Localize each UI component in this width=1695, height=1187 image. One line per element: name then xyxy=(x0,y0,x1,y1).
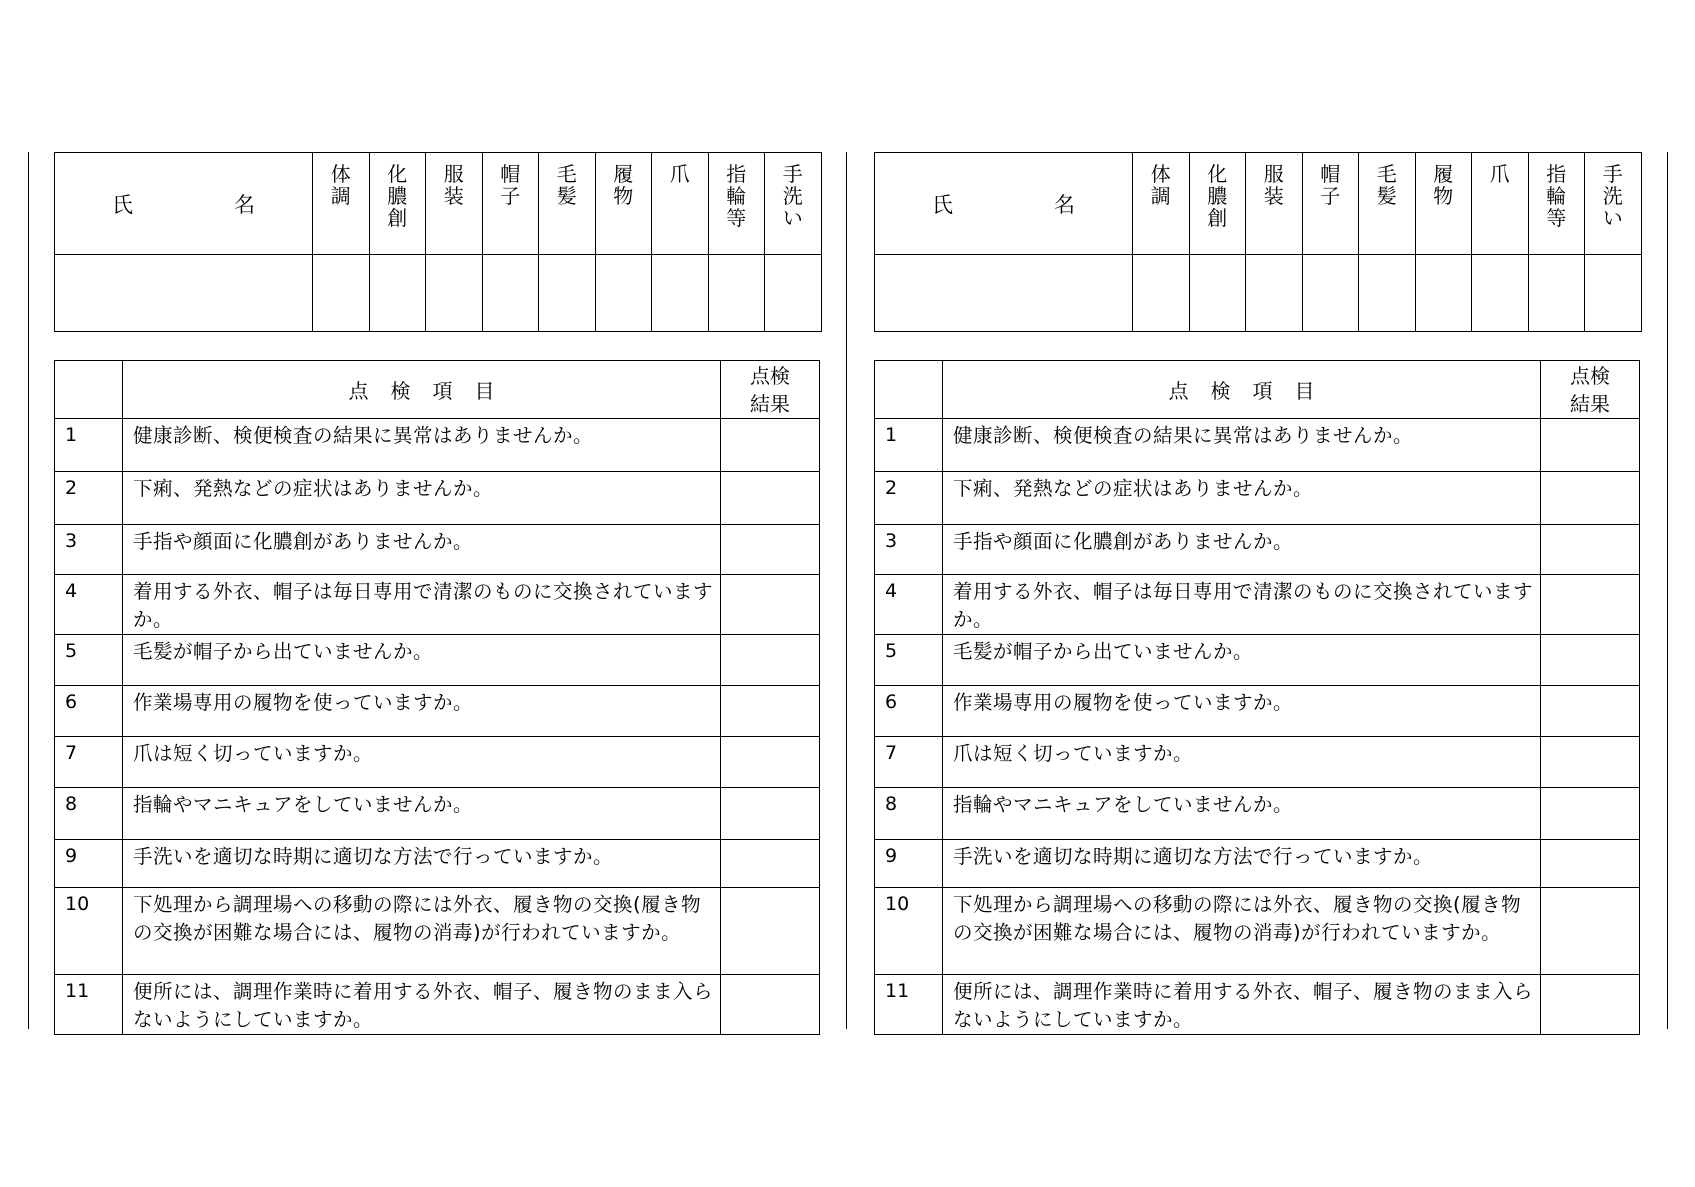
header-column-2 xyxy=(1189,153,1246,255)
item-text: 下痢、発熱などの症状はありませんか。 xyxy=(123,472,721,525)
check-cell-8[interactable] xyxy=(1528,255,1585,332)
item-number: 2 xyxy=(875,472,943,525)
right-margin-line xyxy=(1667,152,1668,1029)
item-text: 毛髪が帽子から出ていませんか。 xyxy=(943,635,1541,686)
header-column-6 xyxy=(595,153,652,255)
header-column-3 xyxy=(1246,153,1303,255)
name-input-cell[interactable] xyxy=(875,255,1133,332)
check-cell-9[interactable] xyxy=(1585,255,1642,332)
header-column-6 xyxy=(1415,153,1472,255)
item-text: 便所には、調理作業時に着用する外衣、帽子、履き物のまま入らないようにしていますか。 xyxy=(943,975,1541,1035)
checklist-row xyxy=(875,788,1640,840)
checklist-row xyxy=(55,888,820,975)
item-header: 点検項目 xyxy=(123,361,721,419)
result-input-cell[interactable] xyxy=(1541,686,1640,737)
item-text: 手洗いを適切な時期に適切な方法で行っていますか。 xyxy=(943,840,1541,888)
center-divider-line xyxy=(846,152,847,1029)
name-input-cell[interactable] xyxy=(55,255,313,332)
result-header xyxy=(721,361,820,419)
header-column-label: 帽子 xyxy=(500,162,521,208)
checklist-row xyxy=(875,888,1640,975)
item-text: 毛髪が帽子から出ていませんか。 xyxy=(123,635,721,686)
left-margin-line xyxy=(28,152,29,1029)
checklist-row xyxy=(875,737,1640,788)
checklist-table-2 xyxy=(874,360,1640,1035)
checklist-row xyxy=(875,419,1640,472)
header-column-label: 服装 xyxy=(443,162,464,208)
item-number: 8 xyxy=(55,788,123,840)
result-header-line2: 結果 xyxy=(1570,391,1610,416)
checklist-row xyxy=(55,525,820,575)
header-column-5 xyxy=(1359,153,1416,255)
result-input-cell[interactable] xyxy=(721,575,820,635)
item-text: 作業場専用の履物を使っていますか。 xyxy=(123,686,721,737)
name-label: 氏 名 xyxy=(875,153,1133,255)
header-column-1 xyxy=(313,153,370,255)
item-number: 7 xyxy=(55,737,123,788)
checklist-row xyxy=(875,686,1640,737)
header-column-9 xyxy=(765,153,822,255)
check-cell-8[interactable] xyxy=(708,255,765,332)
check-cell-5[interactable] xyxy=(539,255,596,332)
name-label: 氏 名 xyxy=(55,153,313,255)
item-number: 10 xyxy=(875,888,943,975)
checklist-row xyxy=(875,472,1640,525)
check-cell-6[interactable] xyxy=(595,255,652,332)
checklist-row xyxy=(875,635,1640,686)
header-column-label: 化膿創 xyxy=(387,162,408,230)
result-header-line1: 点検 xyxy=(750,363,790,388)
header-column-label: 履物 xyxy=(1433,162,1454,208)
item-number: 2 xyxy=(55,472,123,525)
header-column-label: 履物 xyxy=(613,162,634,208)
checklist-row xyxy=(875,525,1640,575)
header-column-label: 体調 xyxy=(330,162,351,208)
check-cell-9[interactable] xyxy=(765,255,822,332)
item-number: 9 xyxy=(875,840,943,888)
number-header xyxy=(55,361,123,419)
header-column-8 xyxy=(708,153,765,255)
check-cell-5[interactable] xyxy=(1359,255,1416,332)
item-text: 爪は短く切っていますか。 xyxy=(943,737,1541,788)
checklist-row xyxy=(55,840,820,888)
result-input-cell[interactable] xyxy=(721,788,820,840)
result-header-line2: 結果 xyxy=(750,391,790,416)
check-cell-2[interactable] xyxy=(1189,255,1246,332)
item-text: 健康診断、検便検査の結果に異常はありませんか。 xyxy=(943,419,1541,472)
item-text: 便所には、調理作業時に着用する外衣、帽子、履き物のまま入らないようにしていますか。 xyxy=(123,975,721,1035)
result-input-cell[interactable] xyxy=(1541,788,1640,840)
check-cell-4[interactable] xyxy=(482,255,539,332)
item-number: 4 xyxy=(875,575,943,635)
result-input-cell[interactable] xyxy=(721,888,820,975)
item-text: 下痢、発熱などの症状はありませんか。 xyxy=(943,472,1541,525)
item-number: 3 xyxy=(55,525,123,575)
header-column-label: 化膿創 xyxy=(1207,162,1228,230)
header-column-4 xyxy=(482,153,539,255)
item-number: 3 xyxy=(875,525,943,575)
result-input-cell[interactable] xyxy=(1541,975,1640,1035)
header-column-label: 爪 xyxy=(1489,162,1510,186)
checklist-row xyxy=(55,788,820,840)
header-column-label: 手洗い xyxy=(782,162,803,230)
header-column-label: 毛髪 xyxy=(1376,162,1397,208)
item-text: 作業場専用の履物を使っていますか。 xyxy=(943,686,1541,737)
item-number: 5 xyxy=(55,635,123,686)
item-number: 10 xyxy=(55,888,123,975)
result-input-cell[interactable] xyxy=(1541,525,1640,575)
item-text: 健康診断、検便検査の結果に異常はありませんか。 xyxy=(123,419,721,472)
result-input-cell[interactable] xyxy=(721,635,820,686)
check-cell-3[interactable] xyxy=(1246,255,1303,332)
staff-header-table-1 xyxy=(54,152,822,332)
header-column-label: 爪 xyxy=(669,162,690,186)
item-header: 点検項目 xyxy=(943,361,1541,419)
header-column-label: 帽子 xyxy=(1320,162,1341,208)
header-column-label: 指輪等 xyxy=(1546,162,1567,230)
checklist-row xyxy=(875,575,1640,635)
item-text: 手指や顔面に化膿創がありませんか。 xyxy=(943,525,1541,575)
header-column-4 xyxy=(1302,153,1359,255)
result-input-cell[interactable] xyxy=(721,975,820,1035)
result-input-cell[interactable] xyxy=(1541,575,1640,635)
result-input-cell[interactable] xyxy=(721,525,820,575)
result-input-cell[interactable] xyxy=(721,686,820,737)
header-column-9 xyxy=(1585,153,1642,255)
result-input-cell[interactable] xyxy=(1541,419,1640,472)
result-input-cell[interactable] xyxy=(1541,888,1640,975)
result-header xyxy=(1541,361,1640,419)
result-input-cell[interactable] xyxy=(1541,840,1640,888)
item-number: 1 xyxy=(875,419,943,472)
header-column-7 xyxy=(1472,153,1529,255)
check-cell-6[interactable] xyxy=(1415,255,1472,332)
number-header xyxy=(875,361,943,419)
item-number: 6 xyxy=(55,686,123,737)
header-column-2 xyxy=(369,153,426,255)
header-column-3 xyxy=(426,153,483,255)
item-number: 5 xyxy=(875,635,943,686)
item-number: 6 xyxy=(875,686,943,737)
item-text: 下処理から調理場への移動の際には外衣、履き物の交換(履き物の交換が困難な場合には、履物の消毒)が行われていますか。 xyxy=(123,888,721,975)
result-input-cell[interactable] xyxy=(721,737,820,788)
check-cell-2[interactable] xyxy=(369,255,426,332)
check-cell-7[interactable] xyxy=(652,255,709,332)
result-input-cell[interactable] xyxy=(721,419,820,472)
header-column-7 xyxy=(652,153,709,255)
checklist-table-1 xyxy=(54,360,820,1035)
item-text: 指輪やマニキュアをしていませんか。 xyxy=(123,788,721,840)
item-number: 1 xyxy=(55,419,123,472)
checklist-row xyxy=(55,419,820,472)
checklist-row xyxy=(55,737,820,788)
checklist-row xyxy=(55,575,820,635)
checklist-row xyxy=(55,635,820,686)
checklist-row xyxy=(55,975,820,1035)
item-number: 8 xyxy=(875,788,943,840)
checklist-row xyxy=(875,975,1640,1035)
item-number: 9 xyxy=(55,840,123,888)
header-column-label: 体調 xyxy=(1150,162,1171,208)
item-number: 11 xyxy=(875,975,943,1035)
item-text: 手洗いを適切な時期に適切な方法で行っていますか。 xyxy=(123,840,721,888)
item-number: 7 xyxy=(875,737,943,788)
item-text: 指輪やマニキュアをしていませんか。 xyxy=(943,788,1541,840)
header-column-label: 服装 xyxy=(1263,162,1284,208)
header-column-5 xyxy=(539,153,596,255)
header-column-1 xyxy=(1133,153,1190,255)
item-number: 11 xyxy=(55,975,123,1035)
header-column-8 xyxy=(1528,153,1585,255)
item-text: 下処理から調理場への移動の際には外衣、履き物の交換(履き物の交換が困難な場合には、履物の消毒)が行われていますか。 xyxy=(943,888,1541,975)
check-cell-4[interactable] xyxy=(1302,255,1359,332)
check-cell-3[interactable] xyxy=(426,255,483,332)
check-cell-1[interactable] xyxy=(313,255,370,332)
result-input-cell[interactable] xyxy=(721,840,820,888)
item-text: 着用する外衣、帽子は毎日専用で清潔のものに交換されていますか。 xyxy=(943,575,1541,635)
header-column-label: 毛髪 xyxy=(556,162,577,208)
checklist-row xyxy=(875,840,1640,888)
check-cell-7[interactable] xyxy=(1472,255,1529,332)
result-input-cell[interactable] xyxy=(1541,635,1640,686)
check-cell-1[interactable] xyxy=(1133,255,1190,332)
item-number: 4 xyxy=(55,575,123,635)
header-column-label: 指輪等 xyxy=(726,162,747,230)
item-text: 着用する外衣、帽子は毎日専用で清潔のものに交換されていますか。 xyxy=(123,575,721,635)
header-column-label: 手洗い xyxy=(1602,162,1623,230)
result-input-cell[interactable] xyxy=(1541,737,1640,788)
result-input-cell[interactable] xyxy=(721,472,820,525)
result-input-cell[interactable] xyxy=(1541,472,1640,525)
checklist-row xyxy=(55,472,820,525)
staff-header-table-2 xyxy=(874,152,1642,332)
checklist-row xyxy=(55,686,820,737)
result-header-line1: 点検 xyxy=(1570,363,1610,388)
item-text: 爪は短く切っていますか。 xyxy=(123,737,721,788)
item-text: 手指や顔面に化膿創がありませんか。 xyxy=(123,525,721,575)
